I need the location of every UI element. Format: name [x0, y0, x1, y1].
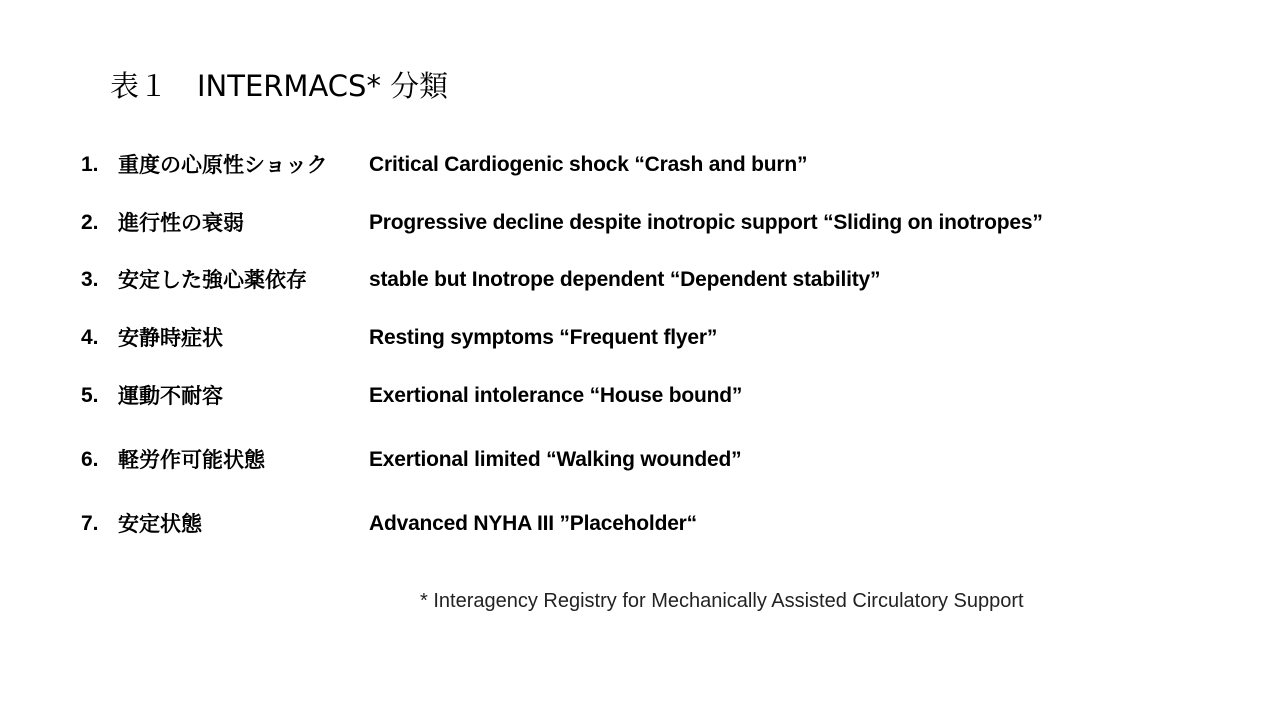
list-item: [0, 145, 1280, 185]
footnote: * Interagency Registry for Mechanically Assisted Circulatory Support: [420, 590, 1024, 612]
item-number: 1.: [81, 153, 99, 176]
item-number: 4.: [81, 326, 99, 349]
item-number: 7.: [81, 512, 99, 535]
item-japanese-label: 安定した強心薬依存: [118, 268, 307, 292]
item-english-description: Advanced NYHA III ”Placeholder“: [369, 512, 697, 535]
item-english-description: Resting symptoms “Frequent flyer”: [369, 326, 718, 349]
item-japanese-label: 安静時症状: [118, 326, 223, 350]
item-number: 3.: [81, 268, 99, 291]
item-english-description: Progressive decline despite inotropic support “Sliding on inotropes”: [369, 211, 1043, 234]
list-item: [0, 440, 1280, 480]
item-japanese-label: 軽労作可能状態: [118, 448, 265, 472]
item-number: 6.: [81, 448, 99, 471]
item-japanese-label: 進行性の衰弱: [118, 211, 244, 235]
slide-title: 表１ INTERMACS* 分類: [110, 69, 449, 103]
item-japanese-label: 運動不耐容: [118, 384, 223, 408]
list-item: [0, 260, 1280, 300]
item-number: 5.: [81, 384, 99, 407]
item-english-description: Exertional intolerance “House bound”: [369, 384, 743, 407]
list-item: [0, 318, 1280, 358]
list-item: [0, 376, 1280, 416]
item-english-description: Exertional limited “Walking wounded”: [369, 448, 742, 471]
item-english-description: stable but Inotrope dependent “Dependent stability”: [369, 268, 881, 291]
item-number: 2.: [81, 211, 99, 234]
item-japanese-label: 重度の心原性ショック: [118, 153, 328, 177]
item-japanese-label: 安定状態: [118, 512, 202, 536]
list-item: [0, 504, 1280, 544]
list-item: [0, 203, 1280, 243]
item-english-description: Critical Cardiogenic shock “Crash and burn”: [369, 153, 808, 176]
